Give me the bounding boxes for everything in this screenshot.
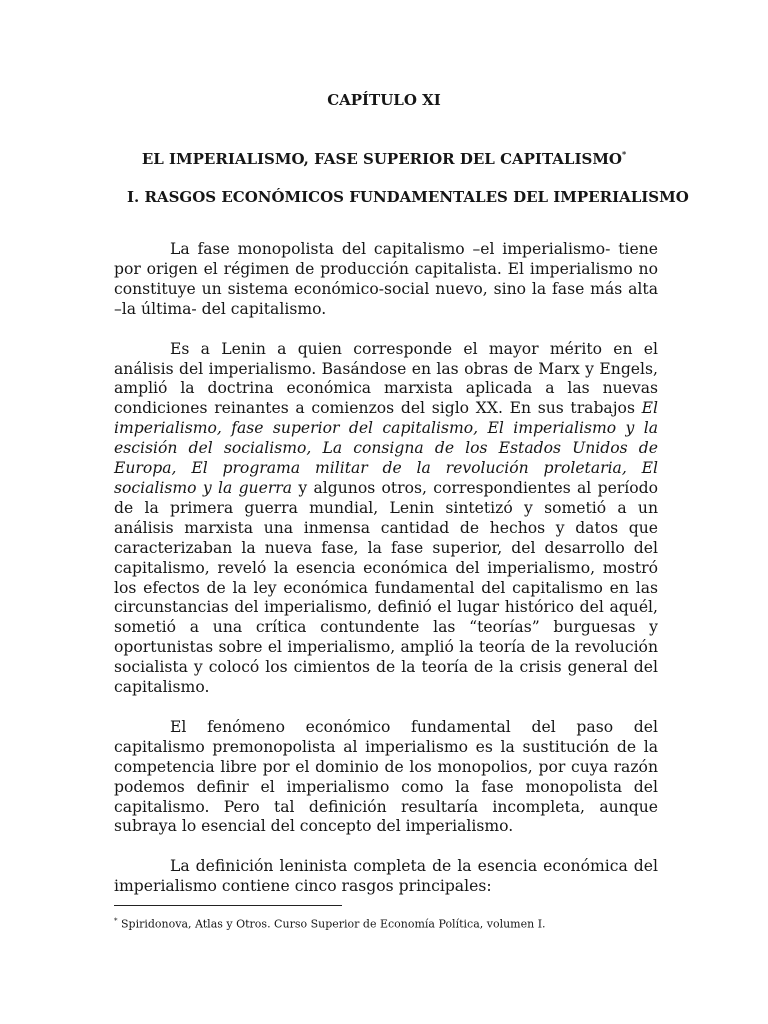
footnote-reference[interactable]: * <box>622 149 627 159</box>
paragraph-2-tail: y algunos otros, correspondientes al período de la primera guerra mundial, Lenin sintetizó y sometió a un análisis marxista una inmensa cantidad de hechos y datos que caracterizaban la nueva fase, la fase superior, del desarrollo del capitalismo, reveló la esencia económica del imperialismo, mostró los efectos de la ley económica fundamental del capitalismo en las circunstancias del imperialismo, definió el lugar histórico del aquél, sometió a una crítica contundente las “teorías” burguesas y oportunistas sobre el imperialismo, amplió la teoría de la revolución socialista y colocó los cimientos de la teoría de la crisis general del capitalismo. <box>114 478 659 697</box>
chapter-heading: CAPÍTULO XI <box>327 91 441 109</box>
footnote-divider <box>114 905 342 906</box>
paragraph-2 <box>114 340 658 698</box>
paragraph-3: El fenómeno económico fundamental del paso del capitalismo premonopolista al imperialismo es la sustitución de la competencia libre por el dominio de los monopolios, por cuya razón podemos definir el imperialismo como la fase monopolista del capitalismo. Pero tal definición resultaría incompleta, aunque subraya lo esencial del concepto del imperialismo. <box>114 717 658 836</box>
footnote <box>114 917 674 931</box>
body-text <box>114 240 658 917</box>
chapter-title <box>0 150 768 168</box>
paragraph-4: La definición leninista completa de la esencia económica del imperialismo contiene cinco rasgos principales: <box>114 857 658 896</box>
paragraph-2-works: El imperialismo, fase superior del capitalismo, El imperialismo y la escisión del socialismo, La consigna de los Estados Unidos de Europa, El programa militar de la revolución proletaria, El socialismo y la guerra <box>114 399 658 497</box>
section-heading: I. RASGOS ECONÓMICOS FUNDAMENTALES DEL IMPERIALISMO <box>127 188 689 206</box>
footnote-mark: * <box>114 917 118 925</box>
paragraph-1: La fase monopolista del capitalismo –el imperialismo- tiene por origen el régimen de producción capitalista. El imperialismo no constituye un sistema económico-social nuevo, sino la fase más alta –la última- del capitalismo. <box>114 240 658 318</box>
footnote-text: Spiridonova, Atlas y Otros. Curso Superior de Economía Política, volumen I. <box>117 917 546 931</box>
paragraph-2-lead: Es a Lenin a quien corresponde el mayor mérito en el análisis del imperialismo. Basándose en las obras de Marx y Engels, amplió la doctrina económica marxista aplicada a las nuevas condiciones reinantes a comienzos del siglo XX. En sus trabajos <box>114 339 658 418</box>
chapter-title-text: EL IMPERIALISMO, FASE SUPERIOR DEL CAPITALISMO <box>141 150 622 168</box>
